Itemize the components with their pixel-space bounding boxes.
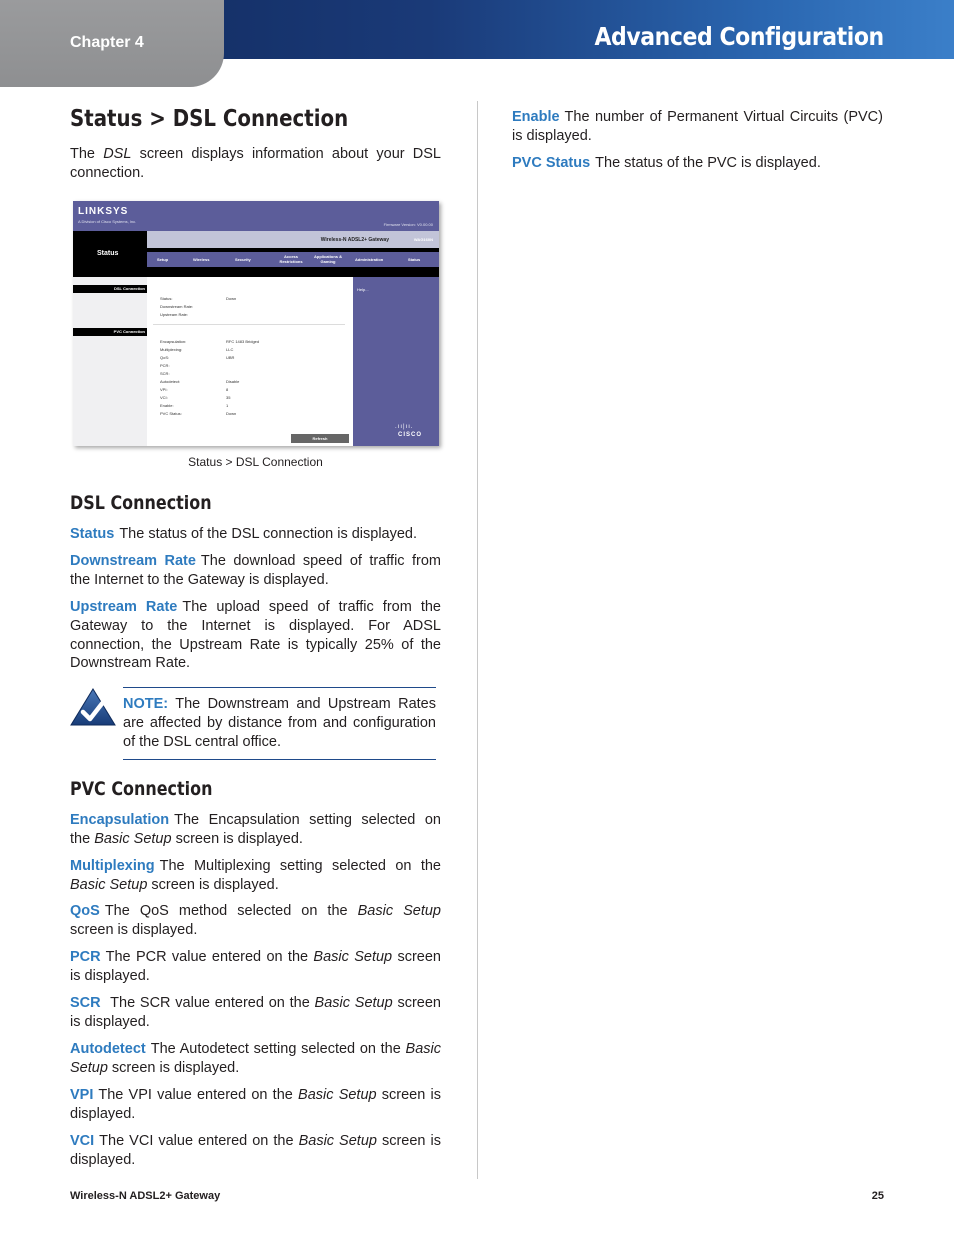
cisco-logo-bars: .ıı|ıı. [395, 424, 414, 430]
row-label: Upstream Rate: [160, 312, 189, 317]
tab-access-restrictions[interactable]: Access Restrictions [279, 254, 303, 264]
tab-security[interactable]: Security [235, 257, 251, 262]
upstream-paragraph: Upstream Rate The upload speed of traffic from the Gateway to the Internet is displayed. For ADSL connection, the Upstream Rate is typically 25% of the Downstream Rate. [70, 599, 441, 672]
pcr-paragraph: PCR The PCR value entered on the Basic Setup screen is displayed. [70, 949, 441, 984]
status-paragraph: Status The status of the DSL connection is displayed. [70, 526, 418, 542]
row-label: VPI: [160, 387, 168, 392]
figure-caption: Status > DSL Connection [188, 455, 323, 469]
row-label: Enable: [160, 403, 174, 408]
cisco-logo: CISCO [398, 432, 423, 438]
vpi-paragraph: VPI The VPI value entered on the Basic Setup screen is displayed. [70, 1087, 441, 1122]
column-divider [477, 101, 478, 1179]
row-label: QoS: [160, 355, 170, 360]
row-value: RFC 1483 Bridged [226, 339, 260, 344]
row-label: VCI: [160, 395, 168, 400]
note-rule-bottom [123, 759, 436, 760]
help-link[interactable]: Help... [357, 287, 369, 292]
page-title: Status > DSL Connection [70, 106, 349, 132]
tab-wireless[interactable]: Wireless [193, 257, 210, 262]
multiplexing-paragraph: Multiplexing The Multiplexing setting selected on the Basic Setup screen is displayed. [70, 858, 441, 893]
row-value: Disable [226, 379, 240, 384]
downstream-paragraph: Downstream Rate The download speed of traffic from the Internet to the Gateway is displayed. [70, 553, 441, 588]
row-label: Downstream Rate: [160, 304, 194, 309]
enable-paragraph: Enable The number of Permanent Virtual Circuits (PVC) is displayed. [512, 109, 883, 144]
row-label: SCR: [160, 371, 170, 376]
tab-status[interactable]: Status [408, 257, 421, 262]
dsl-connection-heading: DSL Connection [70, 492, 212, 514]
model-name: WAG160N [413, 237, 433, 242]
firmware-version: Firmware Version: V0.00.00 [383, 222, 433, 227]
page-label: Status [97, 250, 119, 257]
intro-paragraph: The DSL screen displays information about your DSL connection. [70, 146, 441, 181]
note-text: NOTE: The Downstream and Upstream Rates are affected by distance from and configuration of the DSL central office. [123, 696, 436, 750]
scr-paragraph: SCR The SCR value entered on the Basic Setup screen is displayed. [70, 995, 441, 1030]
logo-subtitle: A Division of Cisco Systems, Inc. [78, 219, 137, 224]
row-value: 1 [226, 403, 229, 408]
section-title: Advanced Configuration [594, 22, 884, 51]
autodetect-paragraph: Autodetect The Autodetect setting selected on the Basic Setup screen is displayed. [70, 1041, 441, 1076]
vci-paragraph: VCI The VCI value entered on the Basic Setup screen is displayed. [70, 1133, 441, 1168]
dsl-connection-screenshot [73, 201, 439, 446]
checkmark-icon [70, 688, 116, 731]
footer-product: Wireless-N ADSL2+ Gateway [70, 1190, 221, 1202]
row-label: Encapsulation: [160, 339, 187, 344]
qos-paragraph: QoS The QoS method selected on the Basic Setup screen is displayed. [70, 903, 441, 938]
tab-setup[interactable]: Setup [157, 257, 169, 262]
encapsulation-paragraph: Encapsulation The Encapsulation setting selected on the Basic Setup screen is displayed. [70, 812, 441, 847]
row-value: Down [226, 296, 237, 301]
chapter-label: Chapter 4 [70, 34, 144, 51]
row-label: Multiplexing: [160, 347, 183, 352]
pvc-connection-heading: PVC Connection [70, 778, 213, 800]
row-value: 8 [226, 387, 229, 392]
menu-pvc-connection[interactable]: PVC Connection [113, 329, 145, 334]
menu-dsl-connection[interactable]: DSL Connection [113, 286, 145, 291]
row-value: UBR [226, 355, 235, 360]
row-label: PCR: [160, 363, 170, 368]
row-label: Status: [160, 296, 173, 301]
row-value: LLC [226, 347, 234, 352]
row-label: PVC Status: [160, 411, 182, 416]
pvc-status-paragraph: PVC Status The status of the PVC is displayed. [512, 155, 821, 171]
tab-applications-gaming[interactable]: Applications & Gaming [313, 254, 342, 264]
row-value: 35 [226, 395, 231, 400]
page-number: 25 [871, 1190, 884, 1202]
linksys-logo: LINKSYS [78, 206, 129, 217]
product-name: Wireless-N ADSL2+ Gateway [320, 237, 389, 243]
note-rule-top [123, 687, 436, 688]
tab-administration[interactable]: Administration [355, 257, 384, 262]
row-value: Down [226, 411, 237, 416]
row-label: Autodetect: [160, 379, 181, 384]
refresh-button[interactable]: Refresh [291, 434, 349, 443]
